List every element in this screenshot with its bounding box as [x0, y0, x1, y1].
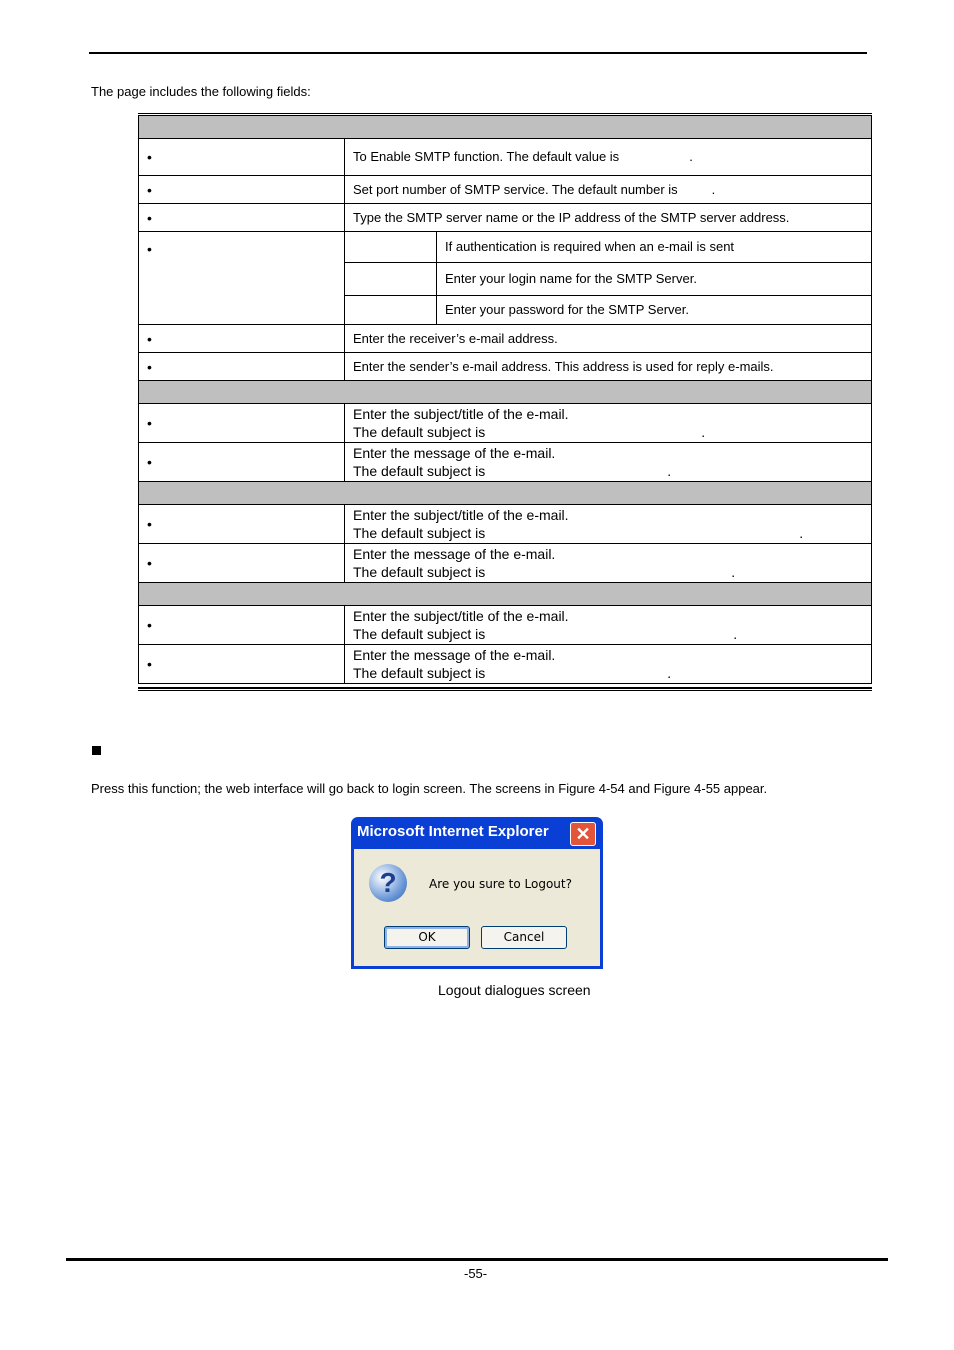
- table-row: [139, 176, 872, 204]
- table-bottom-rule: [138, 687, 872, 691]
- table-row: [139, 645, 872, 684]
- table-row: [139, 505, 872, 544]
- square-bullet: [92, 746, 101, 755]
- bullet: •: [147, 181, 152, 198]
- ok-button[interactable]: OK: [384, 926, 470, 949]
- table-row: [139, 443, 872, 482]
- period: .: [667, 463, 672, 479]
- port-desc: Set port number of SMTP service. The default number is: [353, 181, 678, 197]
- table-row: [139, 404, 872, 443]
- server-desc: Type the SMTP server name or the IP address of the SMTP server address.: [345, 204, 872, 232]
- bullet: •: [147, 149, 152, 165]
- bullet: •: [147, 656, 152, 672]
- table-row: [139, 606, 872, 645]
- message-desc: Enter the message of the e-mail.: [353, 445, 556, 461]
- subject-desc: Enter the subject/title of the e-mail.: [353, 608, 569, 624]
- bullet: •: [147, 555, 152, 571]
- period: .: [711, 181, 716, 197]
- message-default: The default subject is: [353, 564, 486, 580]
- period: .: [689, 149, 693, 164]
- bullet: •: [147, 358, 152, 375]
- receiver-desc: Enter the receiver’s e-mail address.: [345, 325, 872, 353]
- intro-text: The page includes the following fields:: [91, 84, 311, 99]
- bullet: •: [147, 516, 152, 532]
- table-row: [139, 232, 872, 325]
- subject-default: The default subject is: [353, 626, 486, 642]
- table-row: [139, 353, 872, 381]
- table-row: [139, 544, 872, 583]
- section-header-row: [139, 583, 872, 606]
- message-desc: Enter the message of the e-mail.: [353, 546, 556, 562]
- enable-desc: To Enable SMTP function. The default value is: [353, 149, 620, 164]
- dialog-message: Are you sure to Logout?: [429, 877, 572, 891]
- message-desc: Enter the message of the e-mail.: [353, 647, 556, 663]
- header-rule: [89, 52, 867, 54]
- figure-caption: Logout dialogues screen: [438, 982, 591, 998]
- dialog-title: Microsoft Internet Explorer: [357, 823, 549, 840]
- fields-table: [138, 113, 872, 684]
- password-desc: Enter your password for the SMTP Server.: [445, 301, 689, 317]
- bullet: •: [147, 241, 152, 257]
- table-row: [139, 204, 872, 232]
- section-header-row: [139, 381, 872, 404]
- subject-default: The default subject is: [353, 525, 486, 541]
- logout-paragraph: Press this function; the web interface will go back to login screen. The screens in Figure 4-54 and Figure 4-55 appear.: [91, 781, 768, 796]
- period: .: [733, 626, 738, 642]
- bullet: •: [147, 209, 152, 226]
- period: .: [799, 525, 804, 541]
- section-header-row: [139, 482, 872, 505]
- bullet: •: [147, 454, 152, 470]
- bullet: •: [147, 617, 152, 633]
- username-desc: Enter your login name for the SMTP Server.: [437, 262, 872, 295]
- period: .: [701, 424, 706, 440]
- auth-desc: If authentication is required when an e-mail is sent: [437, 232, 872, 262]
- auth-subtable: [345, 232, 871, 324]
- period: .: [731, 564, 736, 580]
- footer-rule: [66, 1258, 888, 1261]
- subject-desc: Enter the subject/title of the e-mail.: [353, 507, 569, 523]
- subject-default: The default subject is: [353, 424, 486, 440]
- bullet: •: [147, 330, 152, 347]
- table-row: [139, 325, 872, 353]
- logout-dialog: [351, 817, 603, 969]
- page-number: -55-: [464, 1266, 488, 1281]
- message-default: The default subject is: [353, 665, 486, 681]
- dialog-body: [354, 849, 600, 966]
- cancel-button[interactable]: Cancel: [481, 926, 567, 949]
- period: .: [667, 665, 672, 681]
- bullet: •: [147, 415, 152, 431]
- question-icon: ?: [369, 864, 407, 902]
- table-row: [139, 139, 872, 176]
- message-default: The default subject is: [353, 463, 486, 479]
- close-icon[interactable]: ✕: [570, 822, 596, 846]
- table-header-row: [139, 115, 872, 139]
- subject-desc: Enter the subject/title of the e-mail.: [353, 406, 569, 422]
- sender-desc: Enter the sender’s e-mail address. This address is used for reply e-mails.: [345, 353, 872, 381]
